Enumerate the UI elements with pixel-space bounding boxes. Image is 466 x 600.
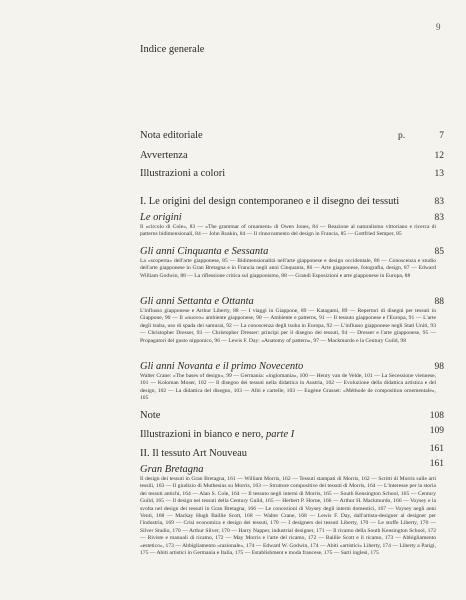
toc-subsection-gran-bretagna[interactable]: Gran Bretagna	[140, 464, 204, 475]
toc-entry-nota-editoriale[interactable]: Nota editoriale	[140, 130, 203, 141]
toc-page-number: 83	[434, 197, 444, 207]
toc-entry-label: Illustrazioni in bianco e nero,	[140, 429, 264, 440]
toc-page-number: 161	[429, 444, 444, 454]
toc-page-number: 98	[434, 362, 444, 372]
toc-page-number: 88	[434, 297, 444, 307]
toc-subsection-description: L'influsso giapponese e Arthur Liberty, 88 — I viaggi in Giappone, 89 — Katagami, 89 — Repertori di disegni per tessuti in Giappone, 90 — Il «nuovo» ambiente giapponese, 90 — Ambiente e patterns, 91 — Il tessuto giapponese e l'Europa, 91 — L'arte degli tsuba, uso di spada dei samurai, 92 — La conoscenza degli tsuba in Europa, 92 — L'influsso giapponese negli Stati Uniti, 93 — Christopher Dresser, 93 — Christopher Dresser: principi per il disegno dei tessuti, 94 — Dresser e l'arte giapponese, 95 — Propagatori del gusto nipponico, 96 — Lewis F. Day: «Anatomy of pattern», 97 — Mackmurdo e la Century Guild, 98	[140, 308, 436, 344]
toc-subsection-novanta-novecento[interactable]: Gli anni Novanta e il primo Novecento	[140, 361, 304, 372]
toc-page-number: 108	[429, 411, 444, 421]
toc-subsection-description: Il design dei tessuti in Gran Bretagna, 161 — William Morris, 162 — Tessuti stampati di Morris, 162 — Scritti di Morris sulle arti tessili, 163 — Il giudizio di Muthesius su Morris, 163 — Strutture compositive dei tessuti di Morris, 164 — L'interesse per la storia dei tessuti antichi, 164 — Alan S. Cole, 164 — Il tessuto negli interni di Morris, 165 — South Kensington School, 165 — Century Guild, 165 — Il design nei tessuti della Century Guild, 165 — Herbert P. Horne, 166 — Arthur H. Mackmurdo, 166 — Voysey e la svolta nel design dei tessuti in Gran Bretagna, 166 — Le concezioni di Voysey degli interni domestici, 167 — Voysey negli anni Venti, 168 — Mackay Hugh Baillie Scott, 168 — Walter Crane, 168 — Lewis F. Day, dall'artista-designer al designer per l'industria, 169 — Crisi economica e design dei tessuti, 170 — I designers dei tessuti Liberty, 170 — Le stoffe Liberty, 170 — Silver Studio, 170 — Arthur Silver, 170 — Harry Napper, industrial designer, 171 — Il ricamo della South Kensington School, 172 — Riviste e manuali di ricamo, 172 — May Morris e l'arte del ricamo, 172 — Baillie Scott e il ricamo, 173 — Abbigliamento «estetico», 173 — Abbigliamento «razionale», 174 — Edward W. Godwin, 174 — Abiti «artistici» Liberty, 174 — Liberty a Parigi, 175 — Abiti artistici in Germania e Italia, 175 — Establishment e moda francese, 175 — Sarti inglesi, 175	[140, 476, 436, 557]
toc-entry-avvertenza[interactable]: Avvertenza	[140, 150, 188, 161]
toc-entry-note[interactable]: Note	[140, 410, 161, 421]
toc-section-2-title[interactable]: II. Il tessuto Art Nouveau	[140, 448, 248, 459]
toc-page-number: 161	[429, 459, 444, 469]
toc-page-number: 7	[439, 131, 444, 141]
page-title: Indice generale	[140, 44, 205, 55]
toc-entry-label-italic: parte I	[265, 429, 295, 440]
toc-entry-illustrazioni-colori[interactable]: Illustrazioni a colori	[140, 168, 226, 179]
toc-page-prefix: p.	[398, 131, 406, 141]
toc-page-number: 85	[434, 247, 444, 257]
toc-subsection-description: La «scoperta» dell'arte giapponese, 85 — Bidimensionalità nell'arte giapponese e design occidentale, 86 — Conoscenza e studio dell'arte giapponese in Gran Bretagna e in Francia negli anni Cinquanta, 86 — Arte giapponese, fotografia, design, 87 — Edward William Godwin, 88 — La riflessione critica sul giapponismo, 88 — Grandi Esposizioni e arte giapponese in Europa, 88	[140, 258, 436, 279]
toc-page-number: 83	[434, 213, 444, 223]
page-number: 9	[436, 22, 441, 32]
toc-section-1-title[interactable]: I. Le origini del design contemporaneo e il disegno dei tessuti	[140, 196, 400, 207]
toc-subsection-cinquanta-sessanta[interactable]: Gli anni Cinquanta e Sessanta	[140, 246, 269, 257]
toc-subsection-description: Walter Crane: «The bases of design», 99 — Germania: «inglomania», 100 — Henry van de Velde, 101 — La Secessione viennese, 101 — Koloman Moser, 102 — Il disegno dei tessuti nella didattica in Austria, 102 — Evoluzione della didattica artistica e del design, 102 — La didattica del disegno, 103 — Albi e cartelle, 103 — Eugène Grasset: «Méthode de composition ornementale», 105	[140, 373, 436, 402]
toc-subsection-settanta-ottanta[interactable]: Gli anni Settanta e Ottanta	[140, 296, 254, 307]
toc-page-number: 12	[434, 151, 444, 161]
toc-page-number: 109	[429, 426, 444, 436]
toc-subsection-description: Il «circolo di Cole», 83 — «The grammar of ornament» di Owen Jones, 84 — Reazione al naturalismo vittoriano e ricerca di patterns bidimensionali, 84 — John Ruskin, 84 — Il rinnovamento del design in Francia, 85 — Gottfried Semper, 85	[140, 224, 436, 238]
toc-entry-illustrazioni-bn[interactable]	[140, 429, 294, 440]
toc-subsection-le-origini[interactable]: Le origini	[140, 212, 182, 223]
toc-page-number: 13	[434, 169, 444, 179]
